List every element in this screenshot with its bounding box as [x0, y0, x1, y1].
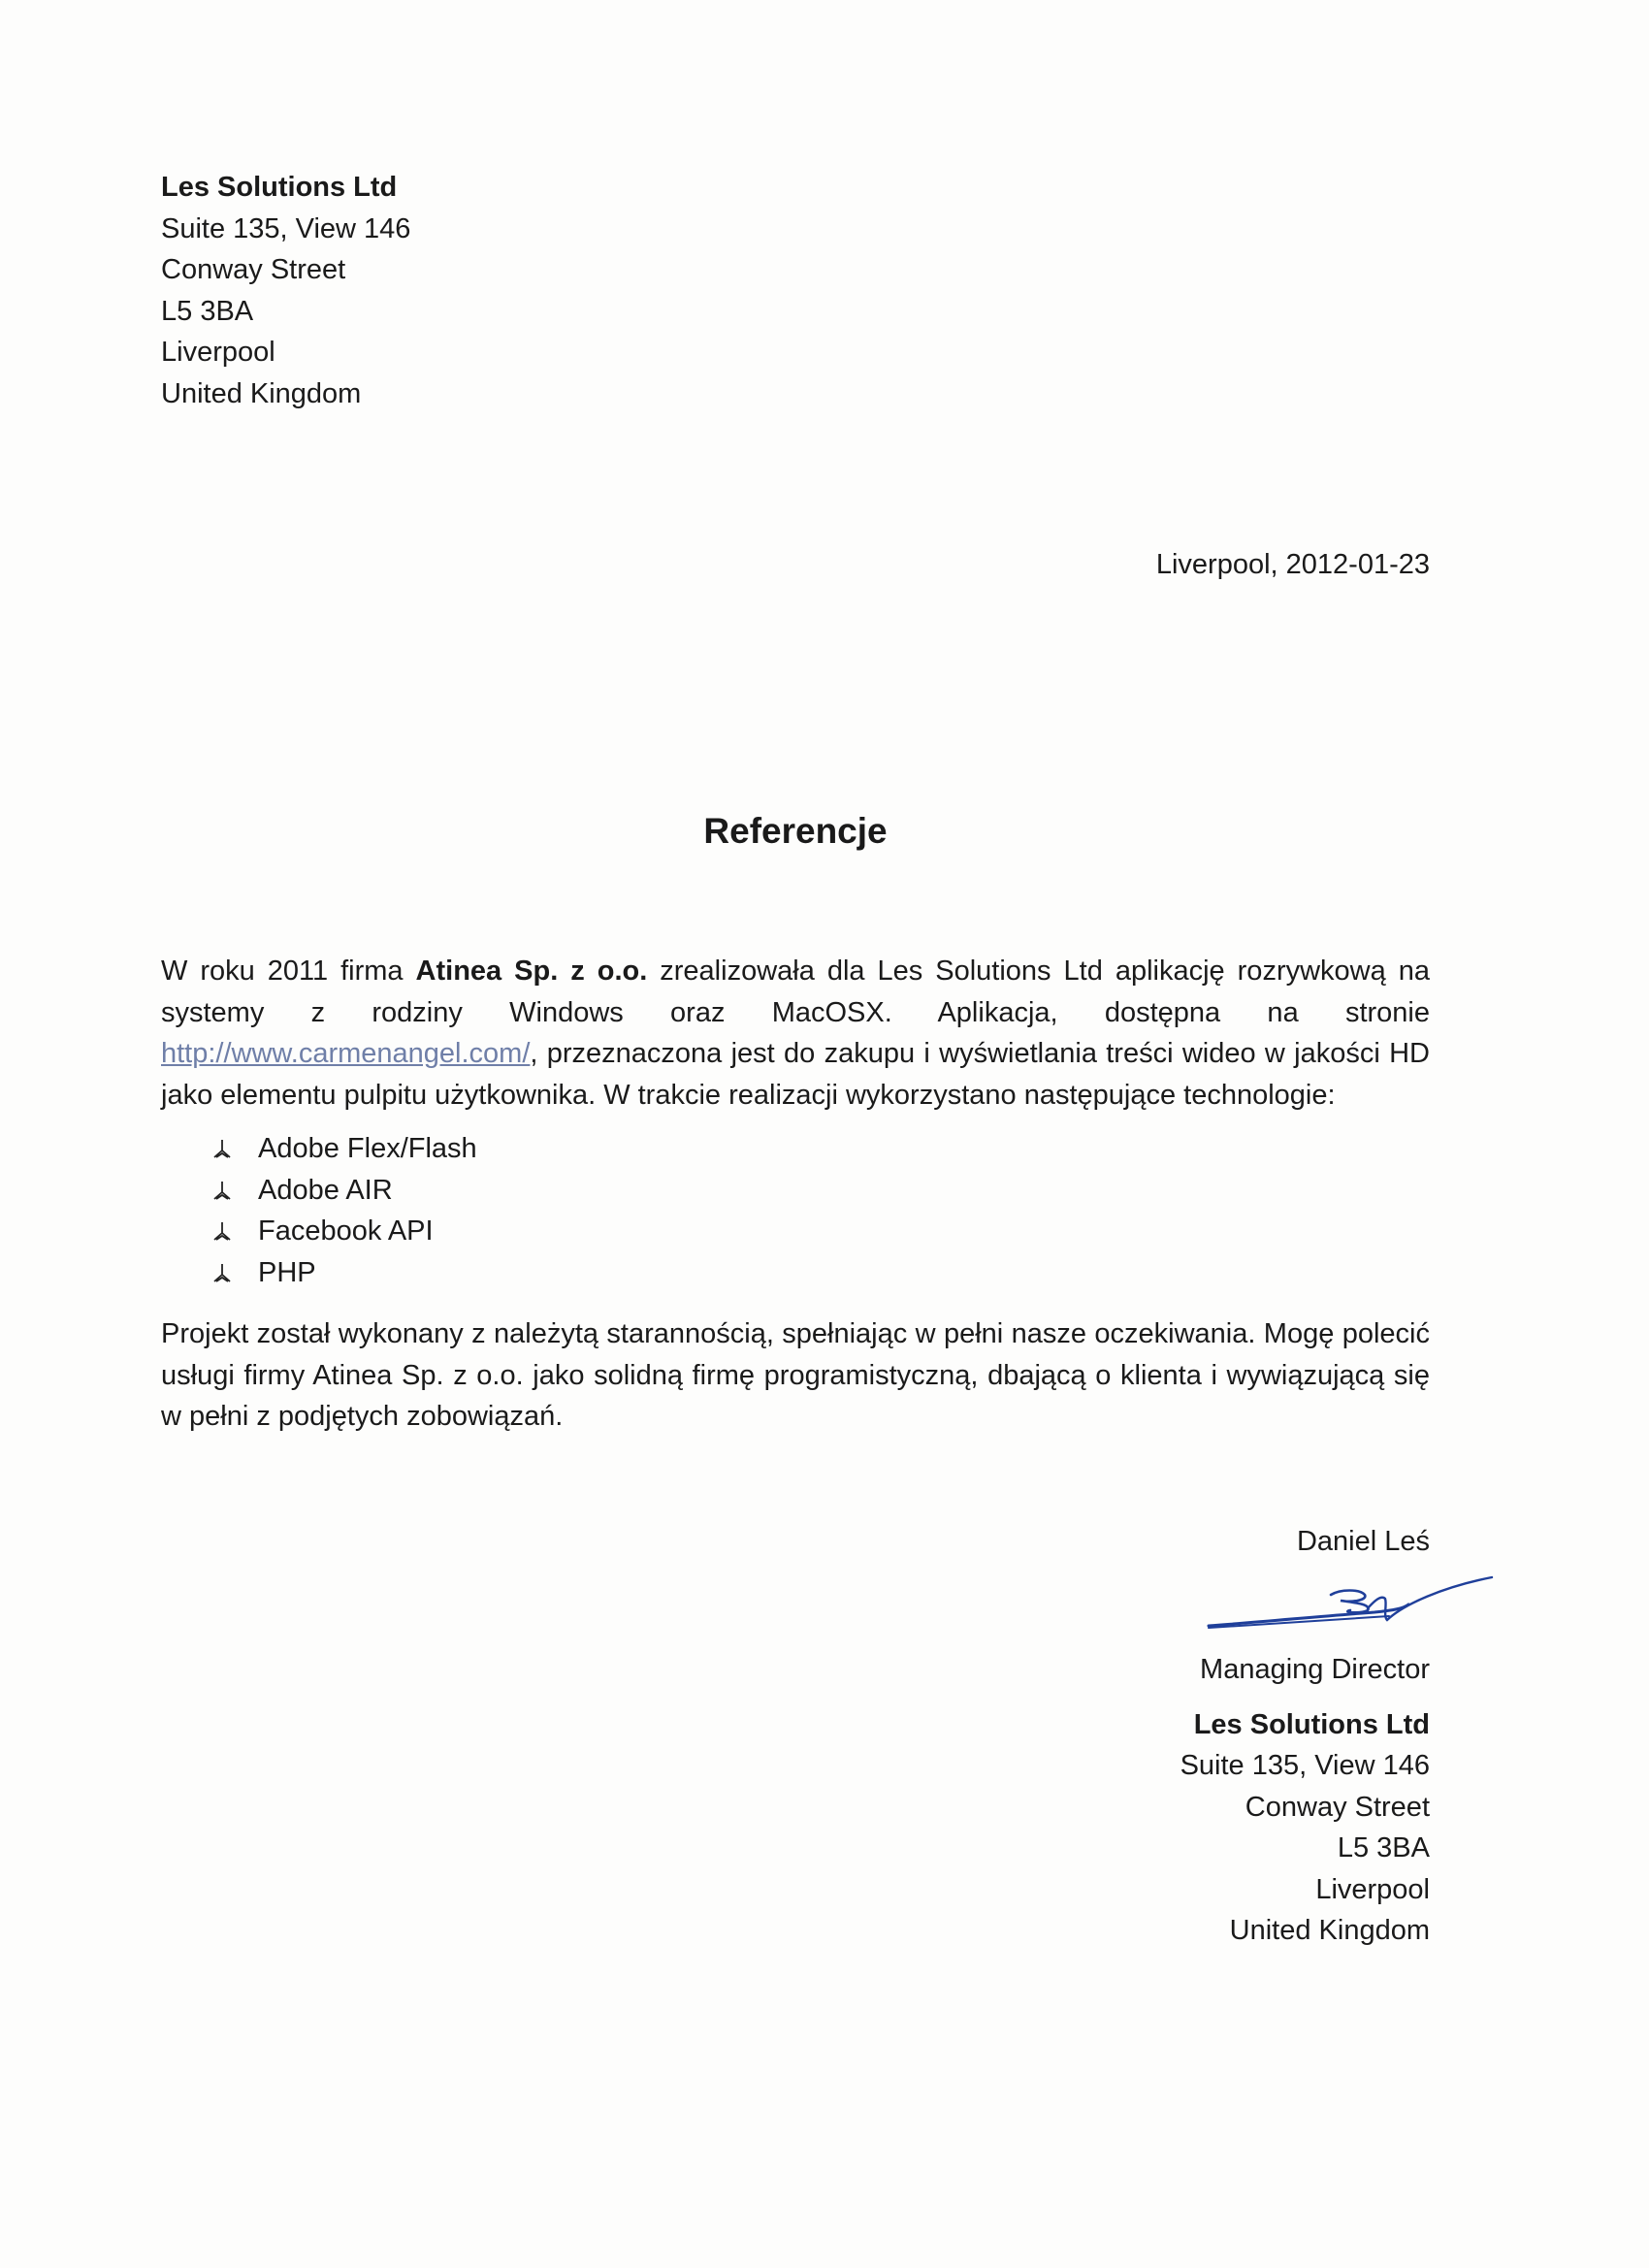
signatory-name: Daniel Leś	[1296, 1526, 1430, 1557]
sender-company: Les Solutions Ltd	[161, 172, 398, 203]
signatory-address-line: Conway Street	[1245, 1791, 1430, 1823]
contractor-company-name: Atinea Sp. z o.o.	[415, 956, 648, 987]
handwritten-signature	[1205, 1566, 1496, 1643]
letter-date: Liverpool, 2012-01-23	[1155, 549, 1430, 580]
intro-text-part: , przeznaczona jest do zakupu i wyświetlania treści wideo w jakości HD jako elementu pulpitu użytkownika. W trakcie realizacji wykorzystano następujące technologie:	[161, 1038, 1430, 1111]
technology-label: Adobe Flex/Flash	[258, 1133, 477, 1164]
intro-paragraph	[161, 951, 1430, 1116]
signatory-company: Les Solutions Ltd	[1193, 1708, 1430, 1740]
arrowhead-bullet-icon	[211, 1138, 258, 1159]
letter-title: Referencje	[703, 811, 888, 851]
sender-address-line: United Kingdom	[161, 377, 362, 409]
technology-label: Facebook API	[258, 1215, 434, 1247]
signatory-address-line: L5 3BA	[1337, 1832, 1430, 1863]
signatory-role: Managing Director	[1200, 1654, 1430, 1685]
technology-list	[211, 1128, 477, 1293]
signatory-details	[1180, 1649, 1430, 1952]
arrowhead-bullet-icon	[211, 1220, 258, 1242]
sender-address-line: Conway Street	[161, 254, 346, 285]
list-item	[211, 1128, 477, 1170]
signatory-address-line: United Kingdom	[1229, 1915, 1430, 1946]
closing-paragraph: Projekt został wykonany z należytą starannością, spełniając w pełni nasze oczekiwania. Mogę polecić usługi firmy Atinea Sp. z o.o. jako solidną firmę programistyczną, dbającą o klienta i wywiązującą się w pełni z podjętych zobowiązań.	[161, 1318, 1430, 1432]
sender-address-block	[161, 167, 410, 414]
technology-label: Adobe AIR	[258, 1174, 393, 1206]
signatory-address-line: Liverpool	[1315, 1873, 1430, 1905]
list-item	[211, 1211, 477, 1252]
signatory-address-line: Suite 135, View 146	[1180, 1750, 1430, 1781]
intro-text-part: W roku 2011 firma	[161, 956, 416, 987]
list-item	[211, 1252, 477, 1294]
sender-address-line: Liverpool	[161, 337, 275, 368]
arrowhead-bullet-icon	[211, 1262, 258, 1283]
arrowhead-bullet-icon	[211, 1180, 258, 1201]
sender-address-line: L5 3BA	[161, 295, 254, 327]
signatory-name-block	[1297, 1521, 1430, 1563]
website-link[interactable]: http://www.carmenangel.com/	[161, 1038, 531, 1069]
intro-text-part: zrealizowała dla Les Solutions Ltd aplikację rozrywkową na systemy z rodziny Windows oraz MacOSX. Aplikacja, dostępna na stronie	[161, 956, 1430, 1028]
technology-label: PHP	[258, 1256, 316, 1288]
list-item	[211, 1170, 477, 1212]
sender-address-line: Suite 135, View 146	[161, 212, 411, 244]
